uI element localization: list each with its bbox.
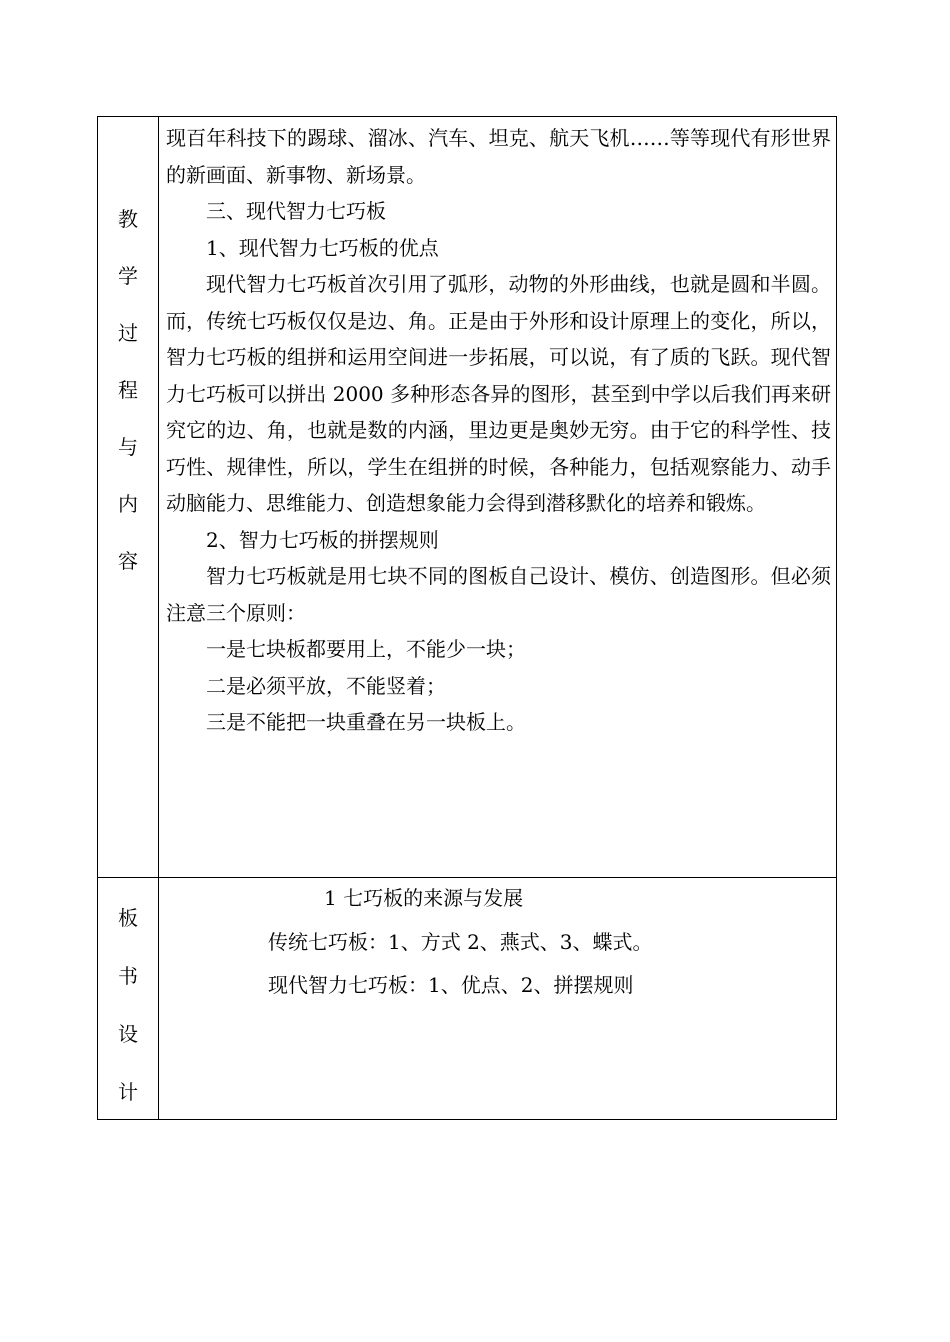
teaching-label-char: 学 bbox=[118, 264, 138, 288]
teaching-label-char: 教 bbox=[118, 207, 138, 231]
section-heading: 三、现代智力七巧板 bbox=[206, 199, 386, 223]
rule-item: 三是不能把一块重叠在另一块板上。 bbox=[206, 710, 526, 734]
board-label-char: 书 bbox=[118, 964, 138, 988]
board-label-char: 设 bbox=[118, 1022, 138, 1046]
lesson-table bbox=[97, 116, 837, 1120]
paragraph: 现百年科技下的踢球、溜冰、汽车、坦克、航天飞机……等等现代有形世界的新画面、新事物、新场景。 bbox=[166, 126, 831, 187]
rule-item: 二是必须平放，不能竖着； bbox=[206, 673, 446, 698]
teaching-label-char: 程 bbox=[118, 378, 138, 402]
paragraph: 智力七巧板就是用七块不同的图板自己设计、模仿、创造图形。但必须注意三个原则： bbox=[166, 564, 831, 625]
subsection-heading: 2、智力七巧板的拼摆规则 bbox=[206, 527, 439, 552]
board-title: 1 七巧板的来源与发展 bbox=[324, 886, 524, 910]
rule-item: 一是七块板都要用上，不能少一块； bbox=[206, 637, 526, 661]
board-line: 传统七巧板：1、方式 2、燕式、3、蝶式。 bbox=[268, 930, 653, 954]
paragraph: 现代智力七巧板首次引用了弧形，动物的外形曲线，也就是圆和半圆。而，传统七巧板仅仅是边、角。正是由于外形和设计原理上的变化，所以，智力七巧板的组拼和运用空间进一步拓展，可以说，有了质的飞跃。现代智力七巧板可以拼出 2000 多种形态各异的图形，甚至到中学以后我们再来研究它的边、角，也就是数的内涵，里边更是奥妙无穷。由于它的科学性、技巧性、规律性，所以，学生在组拼的时候，各种能力，包括观察能力、动手动脑能力、思维能力、创造想象能力会得到潜移默化的培养和锻炼。 bbox=[166, 272, 831, 515]
teaching-content bbox=[166, 120, 831, 741]
board-label-char: 板 bbox=[118, 906, 138, 930]
teaching-label-char: 容 bbox=[118, 549, 138, 573]
row-divider bbox=[98, 877, 836, 878]
board-label-char: 计 bbox=[118, 1080, 138, 1104]
teaching-label-char: 内 bbox=[118, 492, 138, 516]
subsection-heading: 1、现代智力七巧板的优点 bbox=[206, 235, 439, 260]
column-divider bbox=[158, 117, 159, 1119]
teaching-label-char: 过 bbox=[118, 321, 138, 345]
teaching-label-char: 与 bbox=[118, 435, 138, 459]
board-line: 现代智力七巧板：1、优点、2、拼摆规则 bbox=[268, 973, 634, 997]
